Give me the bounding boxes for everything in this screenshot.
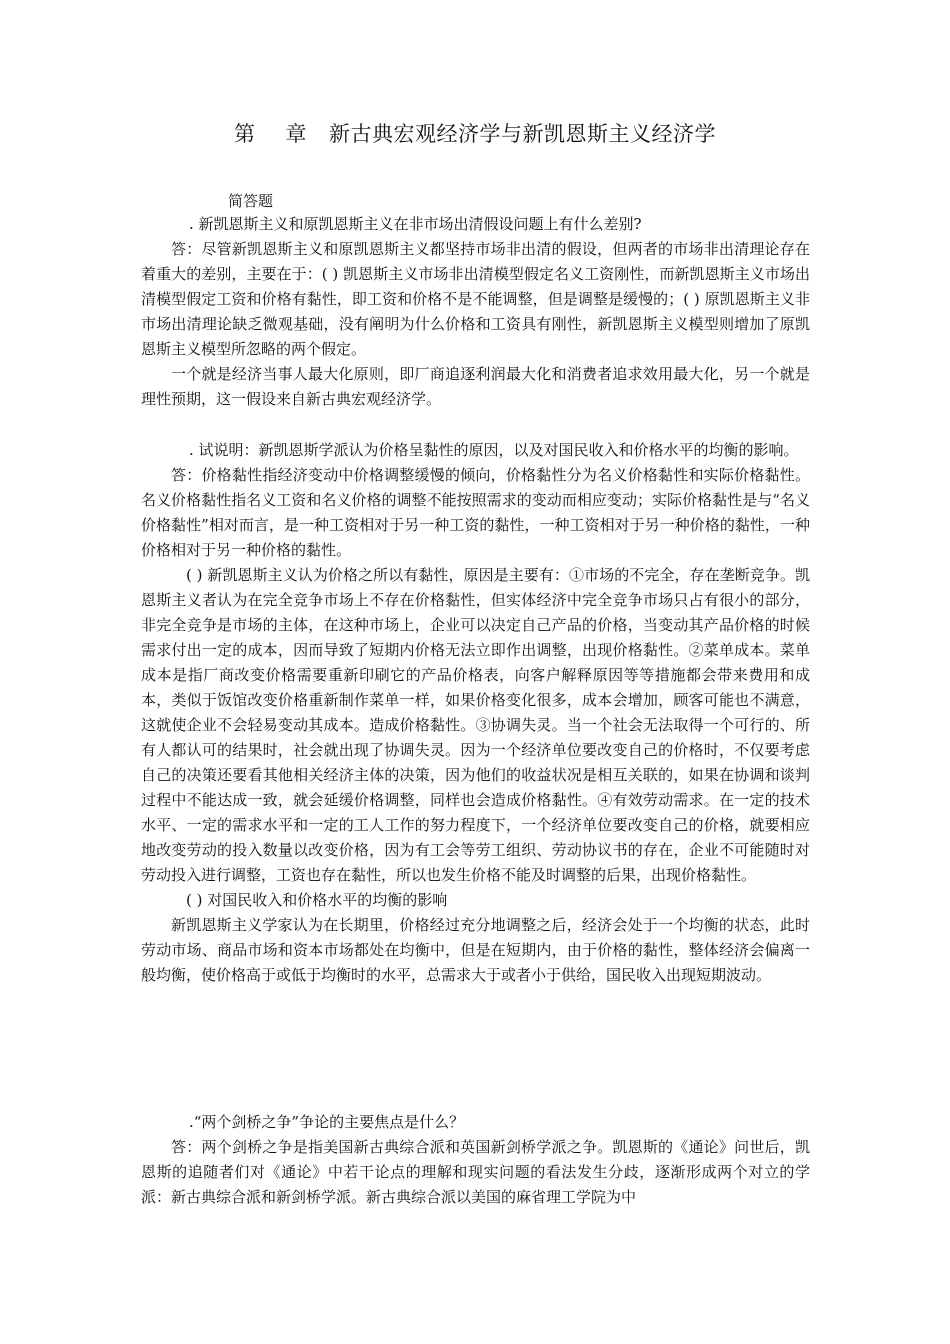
q1-question: . 新凯恩斯主义和原凯恩斯主义在非市场出清假设问题上有什么差别? (189, 215, 642, 233)
chapter-title (0, 118, 950, 148)
q3-answer: 答：两个剑桥之争是指美国新古典综合派和英国新剑桥学派之争。凯恩斯的《通论》问世后，凯恩斯的追随者们对《通论》中若干论点的理解和现实问题的看法发生分歧，逐渐形成两个对立的学派：新古典综合派和新剑桥学派。新古典综合派以美国的麻省理工学院为中 (141, 1138, 810, 1206)
q1-answer: 答：尽管新凯恩斯主义和原凯恩斯主义都坚持市场非出清的假设，但两者的市场非出清理论存在着重大的差别，主要在于：( ) 凯恩斯主义市场非出清模型假定名义工资刚性，而新凯恩斯主义市场出清模型假定工资和价格有黏性，即工资和价格不是不能调整，但是调整是缓慢的；( ) 原凯恩斯主义非市场出清理论缺乏微观基础，没有阐明为什么价格和工资具有刚性，新凯恩斯主义模型则增加了原凯恩斯主义模型所忽略的两个假定。 (141, 240, 810, 358)
title-part-2: 章 (285, 122, 307, 146)
q3-block (141, 1110, 810, 1210)
q2-block (141, 438, 810, 988)
q2-impact: 新凯恩斯主义学家认为在长期里，价格经过充分地调整之后，经济会处于一个均衡的状态，此时劳动市场、商品市场和资本市场都处在均衡中，但是在短期内，由于价格的黏性，整体经济会偏离一般均衡，使价格高于或低于均衡时的水平，总需求大于或者小于供给，国民收入出现短期波动。 (141, 916, 810, 984)
q1-answer-2: 一个就是经济当事人最大化原则，即厂商追逐利润最大化和消费者追求效用最大化，另一个就是理性预期，这一假设来自新古典宏观经济学。 (141, 365, 810, 408)
q2-impact-heading: ( ) 对国民收入和价格水平的均衡的影响 (186, 891, 448, 909)
q2-reasons: ( ) 新凯恩斯主义认为价格之所以有黏性，原因是主要有：①市场的不完全，存在垄断竞争。凯恩斯主义者认为在完全竞争市场上不存在价格黏性，但实体经济中完全竞争市场只占有很小的部分，非完全竞争是市场的主体，在这种市场上，企业可以决定自己产品的价格，当变动其产品价格的时候需求付出一定的成本，因而导致了短期内价格无法立即作出调整，出现价格黏性。②菜单成本。菜单成本是指厂商改变价格需要重新印刷它的产品价格表，向客户解释原因等等措施都会带来费用和成本，类似于饭馆改变价格重新制作菜单一样，如果价格变化很多，成本会增加，顾客可能也不满意，这就使企业不会轻易变动其成本。造成价格黏性。③协调失灵。当一个社会无法取得一个可行的、所有人都认可的结果时，社会就出现了协调失灵。因为一个经济单位要改变自己的价格时，不仅要考虑自己的决策还要看其他相关经济主体的决策，因为他们的收益状况是相互关联的，如果在协调和谈判过程中不能达成一致，就会延缓价格调整，同样也会造成价格黏性。④有效劳动需求。在一定的技术水平、一定的需求水平和一定的工人工作的努力程度下，一个经济单位要改变自己的价格，就要相应地改变劳动的投入数量以改变价格，因为有工会等劳工组织、劳动协议书的存在，企业不可能随时对劳动投入进行调整，工资也存在黏性，所以也发生价格不能及时调整的后果，出现价格黏性。 (141, 566, 810, 884)
q1-block (141, 212, 810, 412)
q2-answer: 答：价格黏性指经济变动中价格调整缓慢的倾向，价格黏性分为名义价格黏性和实际价格黏性。名义价格黏性指名义工资和名义价格的调整不能按照需求的变动而相应变动；实际价格黏性是与“名义价格黏性”相对而言，是一种工资相对于另一种工资的黏性，一种工资相对于另一种价格的黏性，一种价格相对于另一种价格的黏性。 (141, 466, 810, 559)
q3-question: .“两个剑桥之争”争论的主要焦点是什么？ (189, 1113, 465, 1131)
title-part-1: 第 (234, 122, 256, 146)
q2-question: . 试说明：新凯恩斯学派认为价格呈黏性的原因，以及对国民收入和价格水平的均衡的影响。 (189, 441, 799, 459)
title-part-3: 新古典宏观经济学与新凯恩斯主义经济学 (329, 122, 716, 146)
section-label: 简答题 (228, 192, 274, 210)
